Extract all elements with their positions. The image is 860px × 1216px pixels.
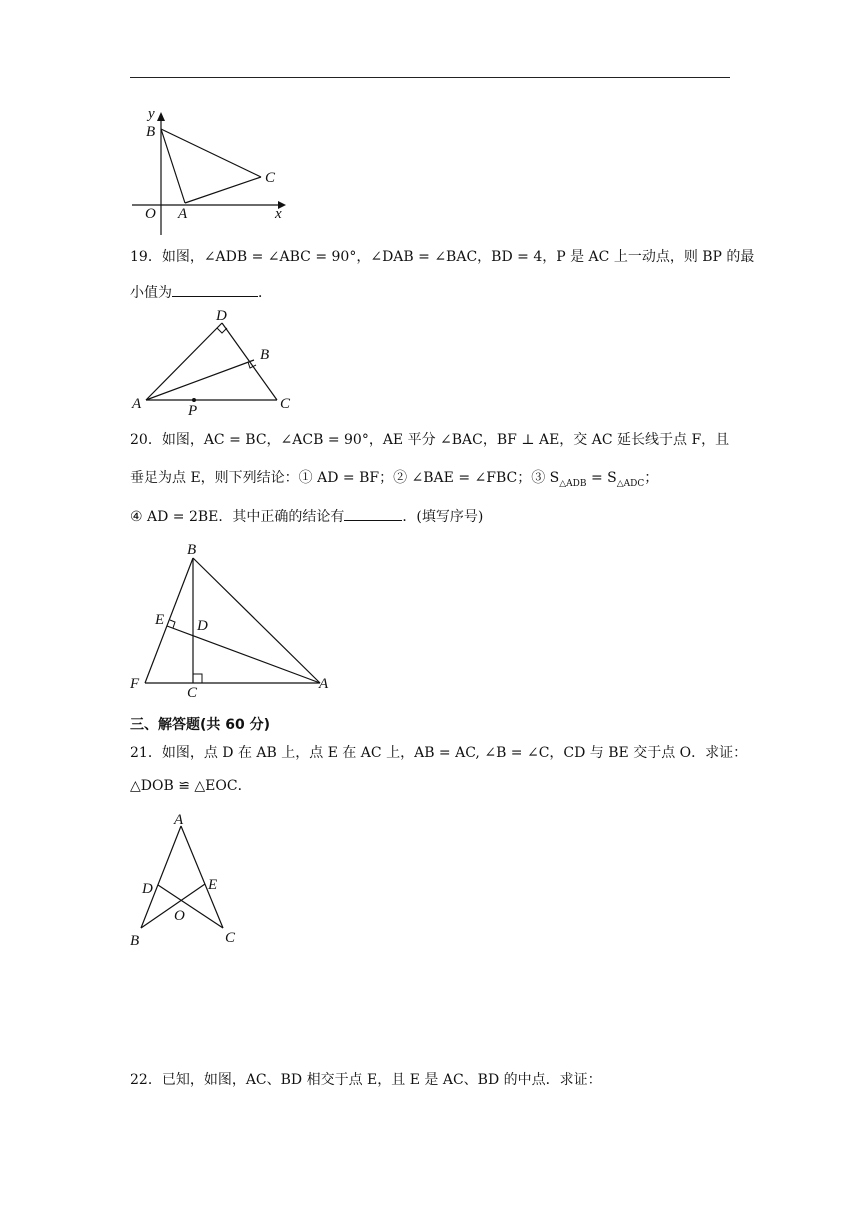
q22-line1: 22．已知，如图，AC、BD 相交于点 E，且 E 是 AC、BD 的中点．求证：: [130, 1072, 602, 1088]
q20-line2-post: ；: [644, 470, 659, 486]
q20-line2: [130, 468, 658, 494]
label-o: O: [145, 206, 156, 222]
label-o: O: [174, 908, 185, 924]
figure-q21: [128, 808, 248, 953]
label-a: A: [132, 396, 142, 412]
q20-line2-pre: 垂足为点 E，则下列结论：① AD = BF；② ∠BAE = ∠FBC；③ S: [130, 470, 560, 486]
q20-answer-blank[interactable]: [344, 506, 402, 521]
q20-line2-mid: = S: [586, 470, 617, 486]
label-c: C: [265, 170, 276, 186]
label-a: A: [174, 812, 184, 828]
figure-q20: [128, 540, 338, 700]
header-rule: [130, 77, 730, 78]
q21-line2: △DOB ≌ △EOC．: [130, 778, 252, 794]
q20-line3-post: ．(填写序号): [402, 509, 484, 525]
label-b: B: [130, 933, 140, 949]
label-a: A: [319, 676, 329, 692]
label-b: B: [187, 542, 197, 558]
label-x: x: [275, 206, 282, 222]
q19-line2: [130, 282, 272, 303]
label-d: D: [142, 881, 153, 897]
label-b: B: [146, 124, 156, 140]
label-f: F: [130, 676, 140, 692]
label-p: P: [188, 403, 198, 419]
q20-sub2: △ADC: [616, 478, 645, 489]
label-c: C: [187, 685, 198, 701]
label-e: E: [208, 877, 218, 893]
section-title: 三、解答题(共 60 分): [130, 717, 271, 733]
q20-line1: 20．如图，AC = BC，∠ACB = 90°，AE 平分 ∠BAC，BF ⊥ AE，交 AC 延长线于点 F，且: [130, 432, 730, 448]
q21-line1: 21．如图，点 D 在 AB 上，点 E 在 AC 上，AB = AC, ∠B = ∠C，CD 与 BE 交于点 O．求证：: [130, 745, 748, 761]
label-c: C: [225, 930, 236, 946]
label-d: D: [216, 308, 227, 324]
label-y: y: [148, 106, 155, 122]
label-a: A: [178, 206, 188, 222]
label-d: D: [197, 618, 208, 634]
q20-sub1: △ADB: [559, 478, 587, 489]
label-b: B: [260, 347, 270, 363]
q19-line2-pre: 小值为: [130, 285, 172, 301]
label-c: C: [280, 396, 291, 412]
q19-answer-blank[interactable]: [172, 282, 258, 297]
figure-coordinate-triangle: [128, 105, 298, 240]
figure-q19: [128, 305, 298, 417]
label-e: E: [155, 612, 165, 628]
q20-line3-pre: ④ AD = 2BE．其中正确的结论有: [130, 509, 345, 525]
q20-line3: [130, 506, 483, 527]
q19-line2-post: ．: [258, 285, 272, 301]
q19-line1: 19．如图，∠ADB = ∠ABC = 90°，∠DAB = ∠BAC，BD = 4，P 是 AC 上一动点，则 BP 的最: [130, 249, 755, 265]
